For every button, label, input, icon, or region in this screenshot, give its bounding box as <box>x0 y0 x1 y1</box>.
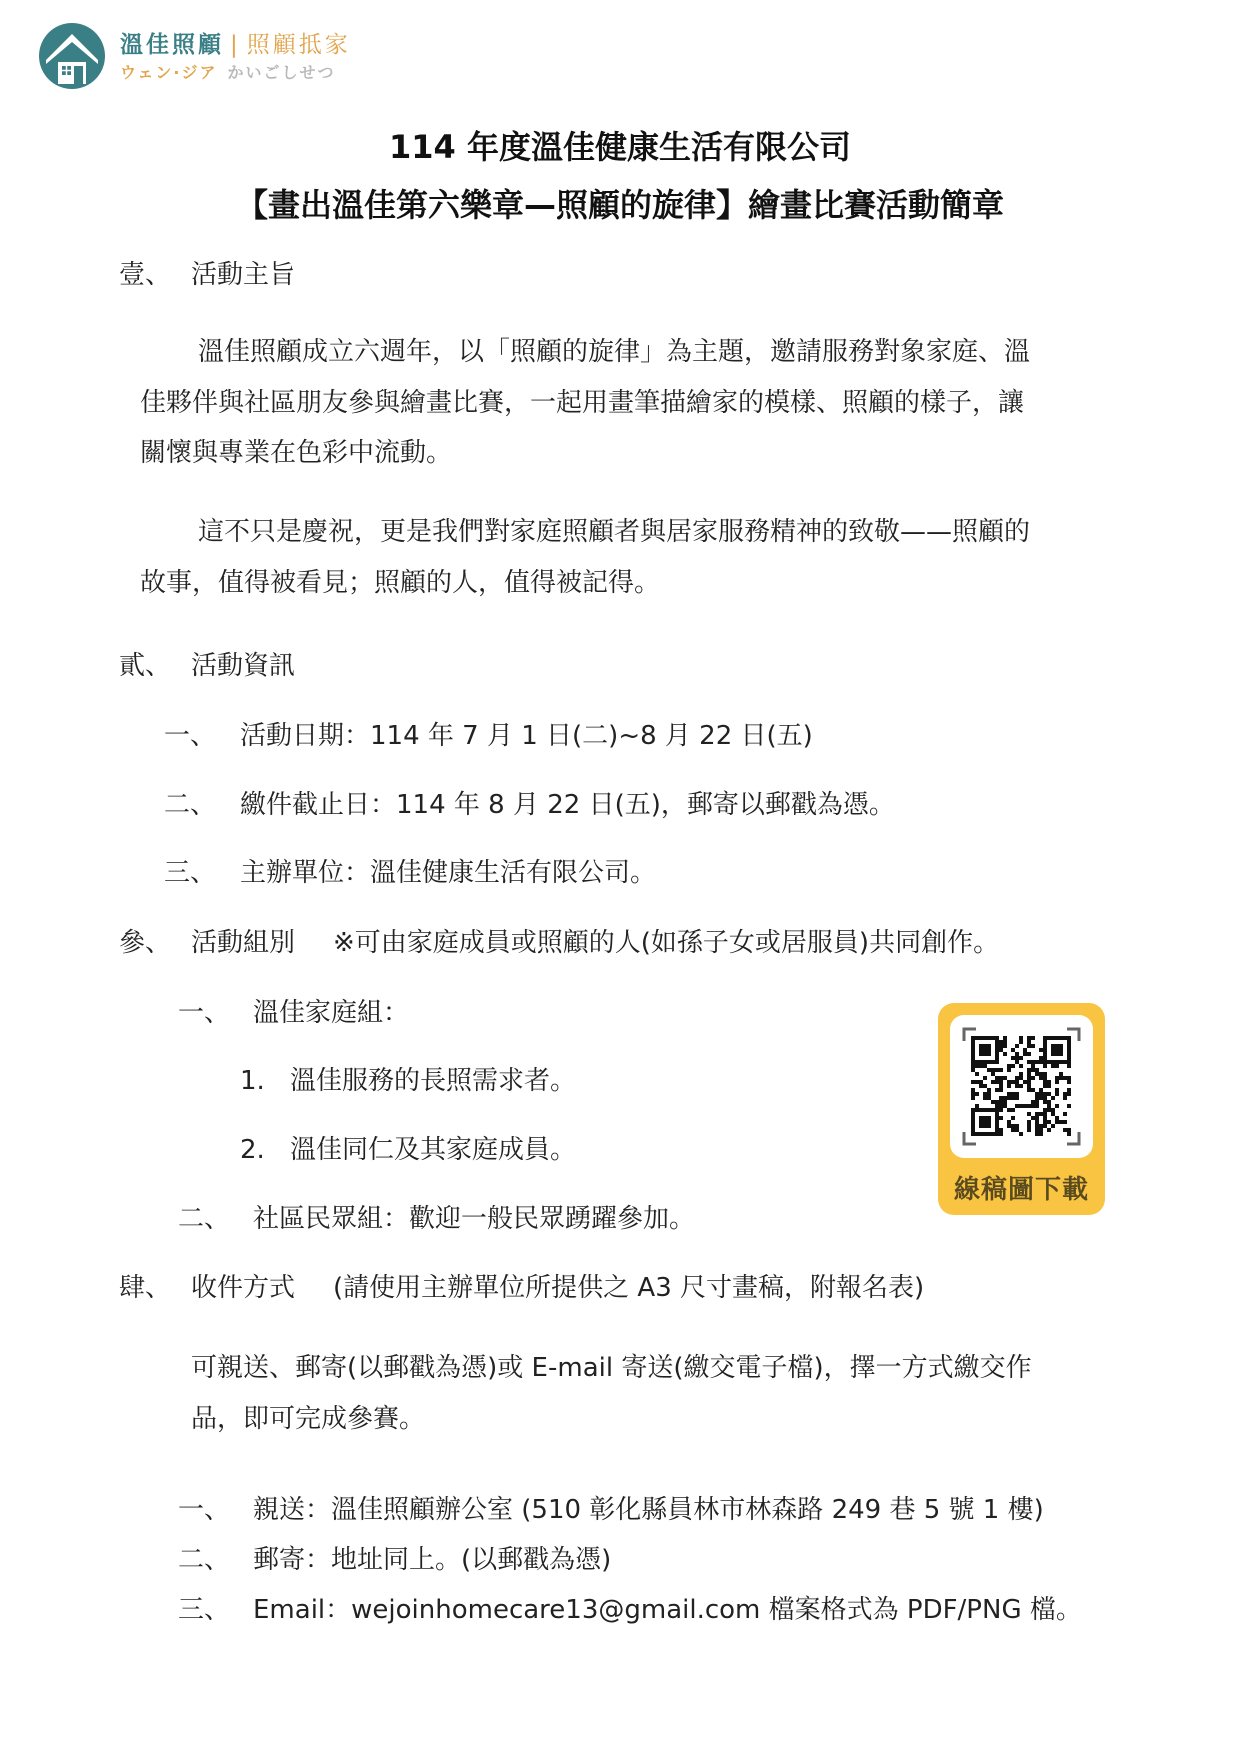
section2-item-3-text: 主辦單位：溫佳健康生活有限公司。 <box>240 858 657 888</box>
section1-para2-line2: 故事，值得被看見；照顧的人，值得被記得。 <box>140 568 661 598</box>
group1-item-1-num: 1. <box>240 1066 265 1096</box>
section1-marker: 壹、 <box>119 260 172 290</box>
group1-item-2-num: 2. <box>240 1135 265 1165</box>
group2-marker: 二、 <box>178 1204 231 1234</box>
section3-heading: 活動組別 <box>191 928 296 958</box>
section1-para1-line2: 佳夥伴與社區朋友參與繪畫比賽，一起用畫筆描繪家的模樣、照顧的樣子，讓 <box>140 388 1025 418</box>
section4-item-1-text: 親送：溫佳照顧辦公室 (510 彰化縣員林市林森路 249 巷 5 號 1 樓) <box>253 1495 1044 1525</box>
section4-note: (請使用主辦單位所提供之 A3 尺寸畫稿，附報名表) <box>333 1273 925 1303</box>
qr-code-icon[interactable] <box>950 1015 1093 1158</box>
qr-code-frame <box>950 1015 1093 1158</box>
section4-item-1-marker: 一、 <box>178 1495 231 1525</box>
group1-marker: 一、 <box>178 998 231 1028</box>
section1-para2-line1: 這不只是慶祝，更是我們對家庭照顧者與居家服務精神的致敬——照顧的 <box>198 517 1031 547</box>
section4-item-2-text: 郵寄：地址同上。(以郵戳為憑) <box>253 1545 612 1575</box>
house-icon <box>36 20 108 92</box>
section4-item-3-marker: 三、 <box>178 1595 231 1625</box>
section4-marker: 肆、 <box>119 1273 172 1303</box>
logo-kana <box>120 60 335 83</box>
qr-download-card[interactable] <box>938 1003 1105 1215</box>
section2-item-2-marker: 二、 <box>164 790 217 820</box>
section4-intro-line2: 品，即可完成參賽。 <box>191 1404 426 1434</box>
group1-label: 溫佳家庭組： <box>253 998 410 1028</box>
group1-item-2-text: 溫佳同仁及其家庭成員。 <box>290 1135 577 1165</box>
logo-kana-sub: かいごしせつ <box>227 63 336 82</box>
logo-name <box>120 26 351 59</box>
section4-item-3-text: Email：wejoinhomecare13@gmail.com 檔案格式為 PDF/PNG 檔。 <box>253 1595 1082 1625</box>
logo-separator: | <box>230 32 241 58</box>
section2-item-1-marker: 一、 <box>164 721 217 751</box>
group1-item-1-text: 溫佳服務的長照需求者。 <box>290 1066 577 1096</box>
logo-name-main: 溫佳照顧 <box>120 32 224 58</box>
section1-para1-line1: 溫佳照顧成立六週年，以「照顧的旋律」為主題，邀請服務對象家庭、溫 <box>198 337 1031 367</box>
section2-item-3-marker: 三、 <box>164 858 217 888</box>
title-line-1: 114 年度溫佳健康生活有限公司 <box>389 128 851 166</box>
section2-marker: 貳、 <box>119 651 172 681</box>
section4-heading: 收件方式 <box>191 1273 296 1303</box>
section2-heading: 活動資訊 <box>191 651 296 681</box>
section1-para1-line3: 關懷與專業在色彩中流動。 <box>140 438 453 468</box>
group2-label: 社區民眾組：歡迎一般民眾踴躍參加。 <box>253 1204 696 1234</box>
section2-item-1-text: 活動日期：114 年 7 月 1 日(二)~8 月 22 日(五) <box>240 721 813 751</box>
title-line-2: 【畫出溫佳第六樂章—照顧的旋律】繪畫比賽活動簡章 <box>235 186 1004 224</box>
section3-note: ※可由家庭成員或照顧的人(如孫子女或居服員)共同創作。 <box>333 928 1000 958</box>
logo-kana-main: ウェン·ジア <box>120 63 218 82</box>
qr-label: 線稿圖下載 <box>953 1175 1089 1205</box>
logo-name-sub: 照顧抵家 <box>246 32 351 58</box>
section3-marker: 參、 <box>119 928 172 958</box>
section4-intro-line1: 可親送、郵寄(以郵戳為憑)或 E-mail 寄送(繳交電子檔)，擇一方式繳交作 <box>191 1353 1032 1383</box>
section4-item-2-marker: 二、 <box>178 1545 231 1575</box>
section2-item-2-text: 繳件截止日：114 年 8 月 22 日(五)，郵寄以郵戳為憑。 <box>240 790 895 820</box>
section1-heading: 活動主旨 <box>191 260 296 290</box>
